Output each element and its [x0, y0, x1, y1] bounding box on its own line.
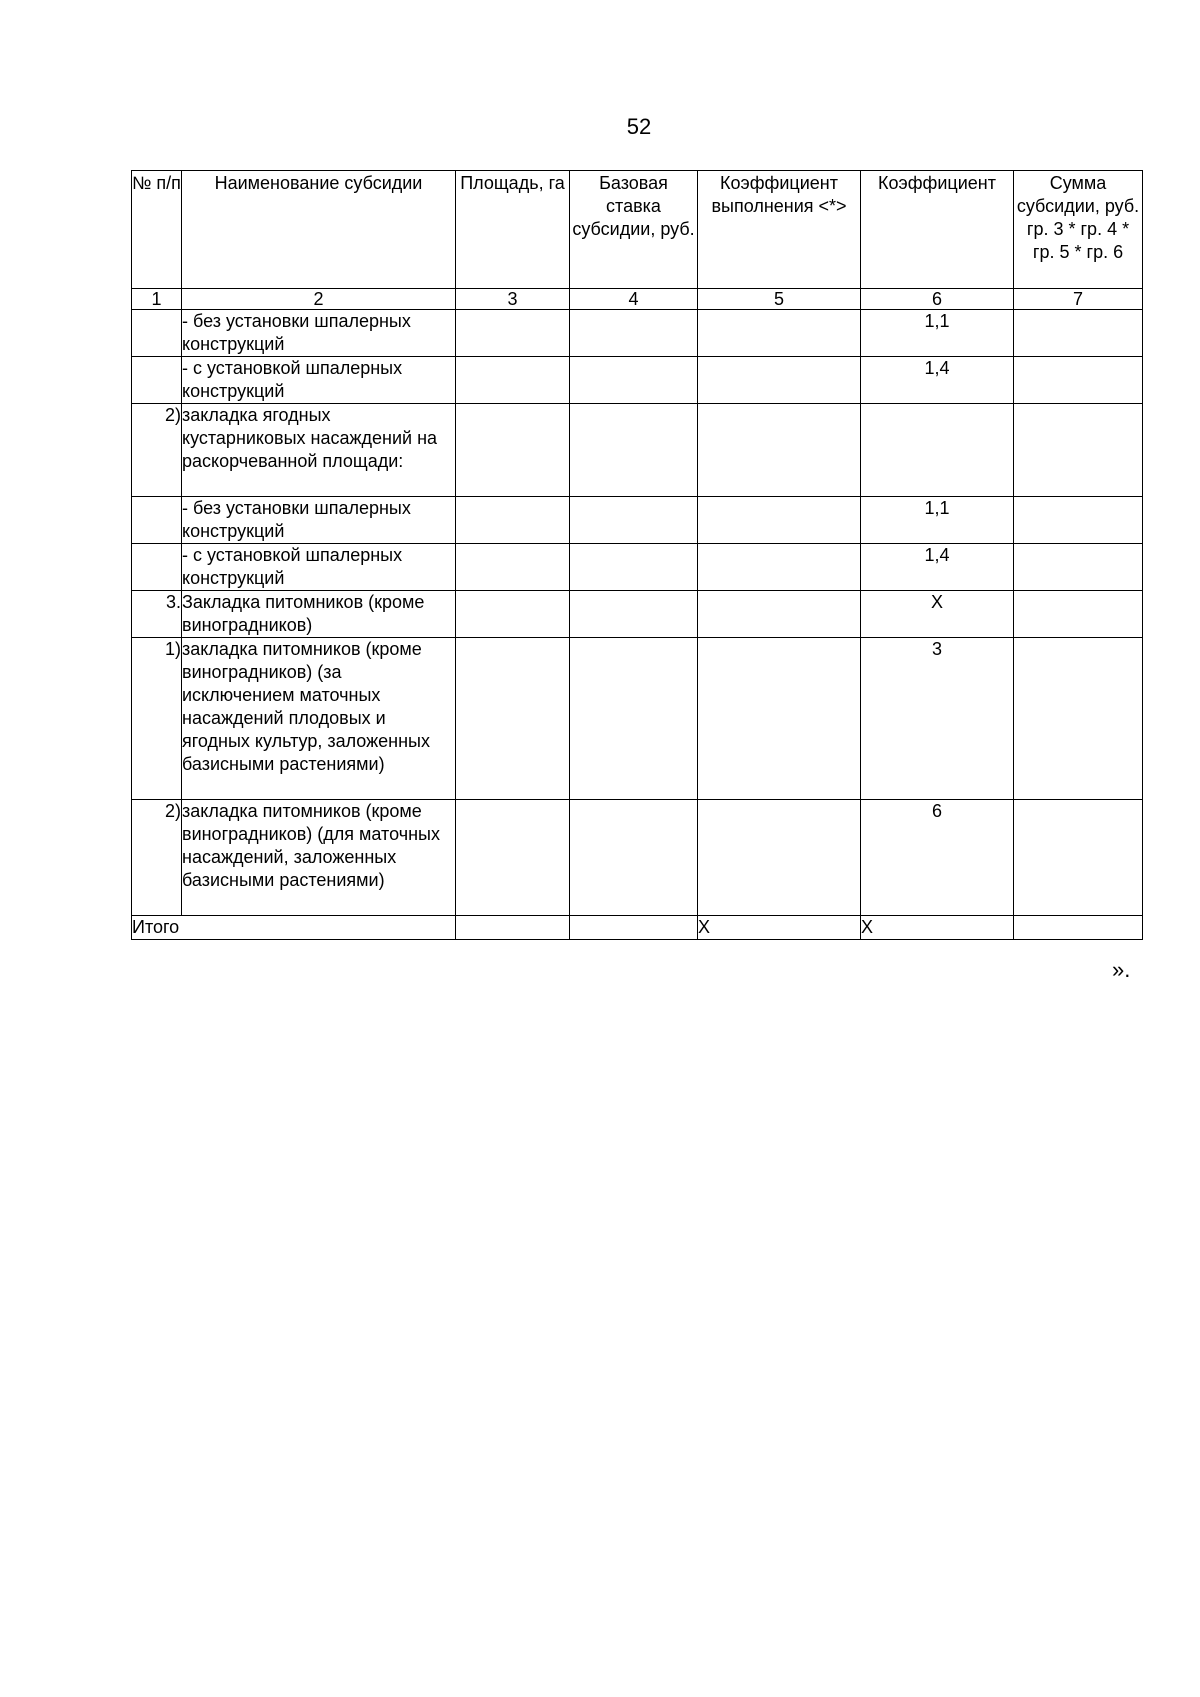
header-num: № п/п [132, 171, 182, 289]
area-cell [456, 497, 570, 544]
column-number-row [132, 289, 1143, 310]
row-number: 2) [132, 404, 182, 497]
area-cell [456, 310, 570, 357]
coef-cell: 1,4 [861, 544, 1014, 591]
header-coef: Коэффициент [861, 171, 1014, 289]
coef-cell: 1,1 [861, 497, 1014, 544]
total-performance-coef-mark: X [698, 916, 861, 940]
performance-coef-cell [698, 638, 861, 800]
table-row [132, 544, 1143, 591]
base-rate-cell [570, 638, 698, 800]
area-cell [456, 591, 570, 638]
total-base-rate-cell [570, 916, 698, 940]
subsidy-name: закладка питомников (кроме виноградников) (для маточных насаждений, заложенных базисными растениями) [182, 800, 456, 916]
base-rate-cell [570, 404, 698, 497]
base-rate-cell [570, 800, 698, 916]
column-number: 6 [861, 289, 1014, 310]
page-number: 52 [626, 114, 652, 139]
sum-cell [1014, 497, 1143, 544]
total-area-cell [456, 916, 570, 940]
column-number: 5 [698, 289, 861, 310]
column-number: 7 [1014, 289, 1143, 310]
base-rate-cell [570, 497, 698, 544]
sum-cell [1014, 638, 1143, 800]
header-sum: Сумма субсидии, руб. гр. 3 * гр. 4 * гр. 5 * гр. 6 [1014, 171, 1143, 289]
row-number [132, 544, 182, 591]
table-row [132, 591, 1143, 638]
area-cell [456, 800, 570, 916]
area-cell [456, 638, 570, 800]
area-cell [456, 404, 570, 497]
subsidy-name: закладка питомников (кроме виноградников) (за исключением маточных насаждений плодовых и ягодных культур, заложенных базисными растениями) [182, 638, 456, 800]
base-rate-cell [570, 544, 698, 591]
coef-cell: 1,1 [861, 310, 1014, 357]
table-row [132, 800, 1143, 916]
subsidy-name: - без установки шпалерных конструкций [182, 310, 456, 357]
performance-coef-cell [698, 497, 861, 544]
coef-cell: 3 [861, 638, 1014, 800]
row-number [132, 357, 182, 404]
subsidy-name: - с установкой шпалерных конструкций [182, 544, 456, 591]
table-row [132, 404, 1143, 497]
sum-cell [1014, 544, 1143, 591]
subsidy-table [131, 170, 1143, 940]
area-cell [456, 357, 570, 404]
subsidy-name: Закладка питомников (кроме виноградников) [182, 591, 456, 638]
subsidy-name: - с установкой шпалерных конструкций [182, 357, 456, 404]
header-base-rate: Базовая ставка субсидии, руб. [570, 171, 698, 289]
base-rate-cell [570, 310, 698, 357]
coef-cell [861, 404, 1014, 497]
base-rate-cell [570, 357, 698, 404]
column-number: 4 [570, 289, 698, 310]
total-label: Итого [132, 916, 456, 940]
performance-coef-cell [698, 357, 861, 404]
header-performance-coef: Коэффициент выполнения <*> [698, 171, 861, 289]
row-number [132, 497, 182, 544]
header-row [132, 171, 1143, 289]
area-cell [456, 544, 570, 591]
table-row [132, 497, 1143, 544]
total-sum-cell [1014, 916, 1143, 940]
base-rate-cell [570, 591, 698, 638]
table-row [132, 357, 1143, 404]
sum-cell [1014, 357, 1143, 404]
table-row [132, 638, 1143, 800]
column-number: 1 [132, 289, 182, 310]
subsidy-name: закладка ягодных кустарниковых насаждений на раскорчеванной площади: [182, 404, 456, 497]
subsidy-name: - без установки шпалерных конструкций [182, 497, 456, 544]
row-number: 2) [132, 800, 182, 916]
row-number [132, 310, 182, 357]
performance-coef-cell [698, 800, 861, 916]
performance-coef-cell [698, 544, 861, 591]
total-row [132, 916, 1143, 940]
row-number: 1) [132, 638, 182, 800]
sum-cell [1014, 591, 1143, 638]
performance-coef-cell [698, 404, 861, 497]
table-row [132, 310, 1143, 357]
sum-cell [1014, 404, 1143, 497]
row-number: 3. [132, 591, 182, 638]
coef-cell: 1,4 [861, 357, 1014, 404]
sum-cell [1014, 800, 1143, 916]
performance-coef-cell [698, 591, 861, 638]
header-area: Площадь, га [456, 171, 570, 289]
sum-cell [1014, 310, 1143, 357]
closing-quote: ». [1112, 957, 1131, 982]
coef-cell: 6 [861, 800, 1014, 916]
column-number: 2 [182, 289, 456, 310]
header-name: Наименование субсидии [182, 171, 456, 289]
performance-coef-cell [698, 310, 861, 357]
coef-cell: X [861, 591, 1014, 638]
column-number: 3 [456, 289, 570, 310]
total-coef-mark: X [861, 916, 1014, 940]
